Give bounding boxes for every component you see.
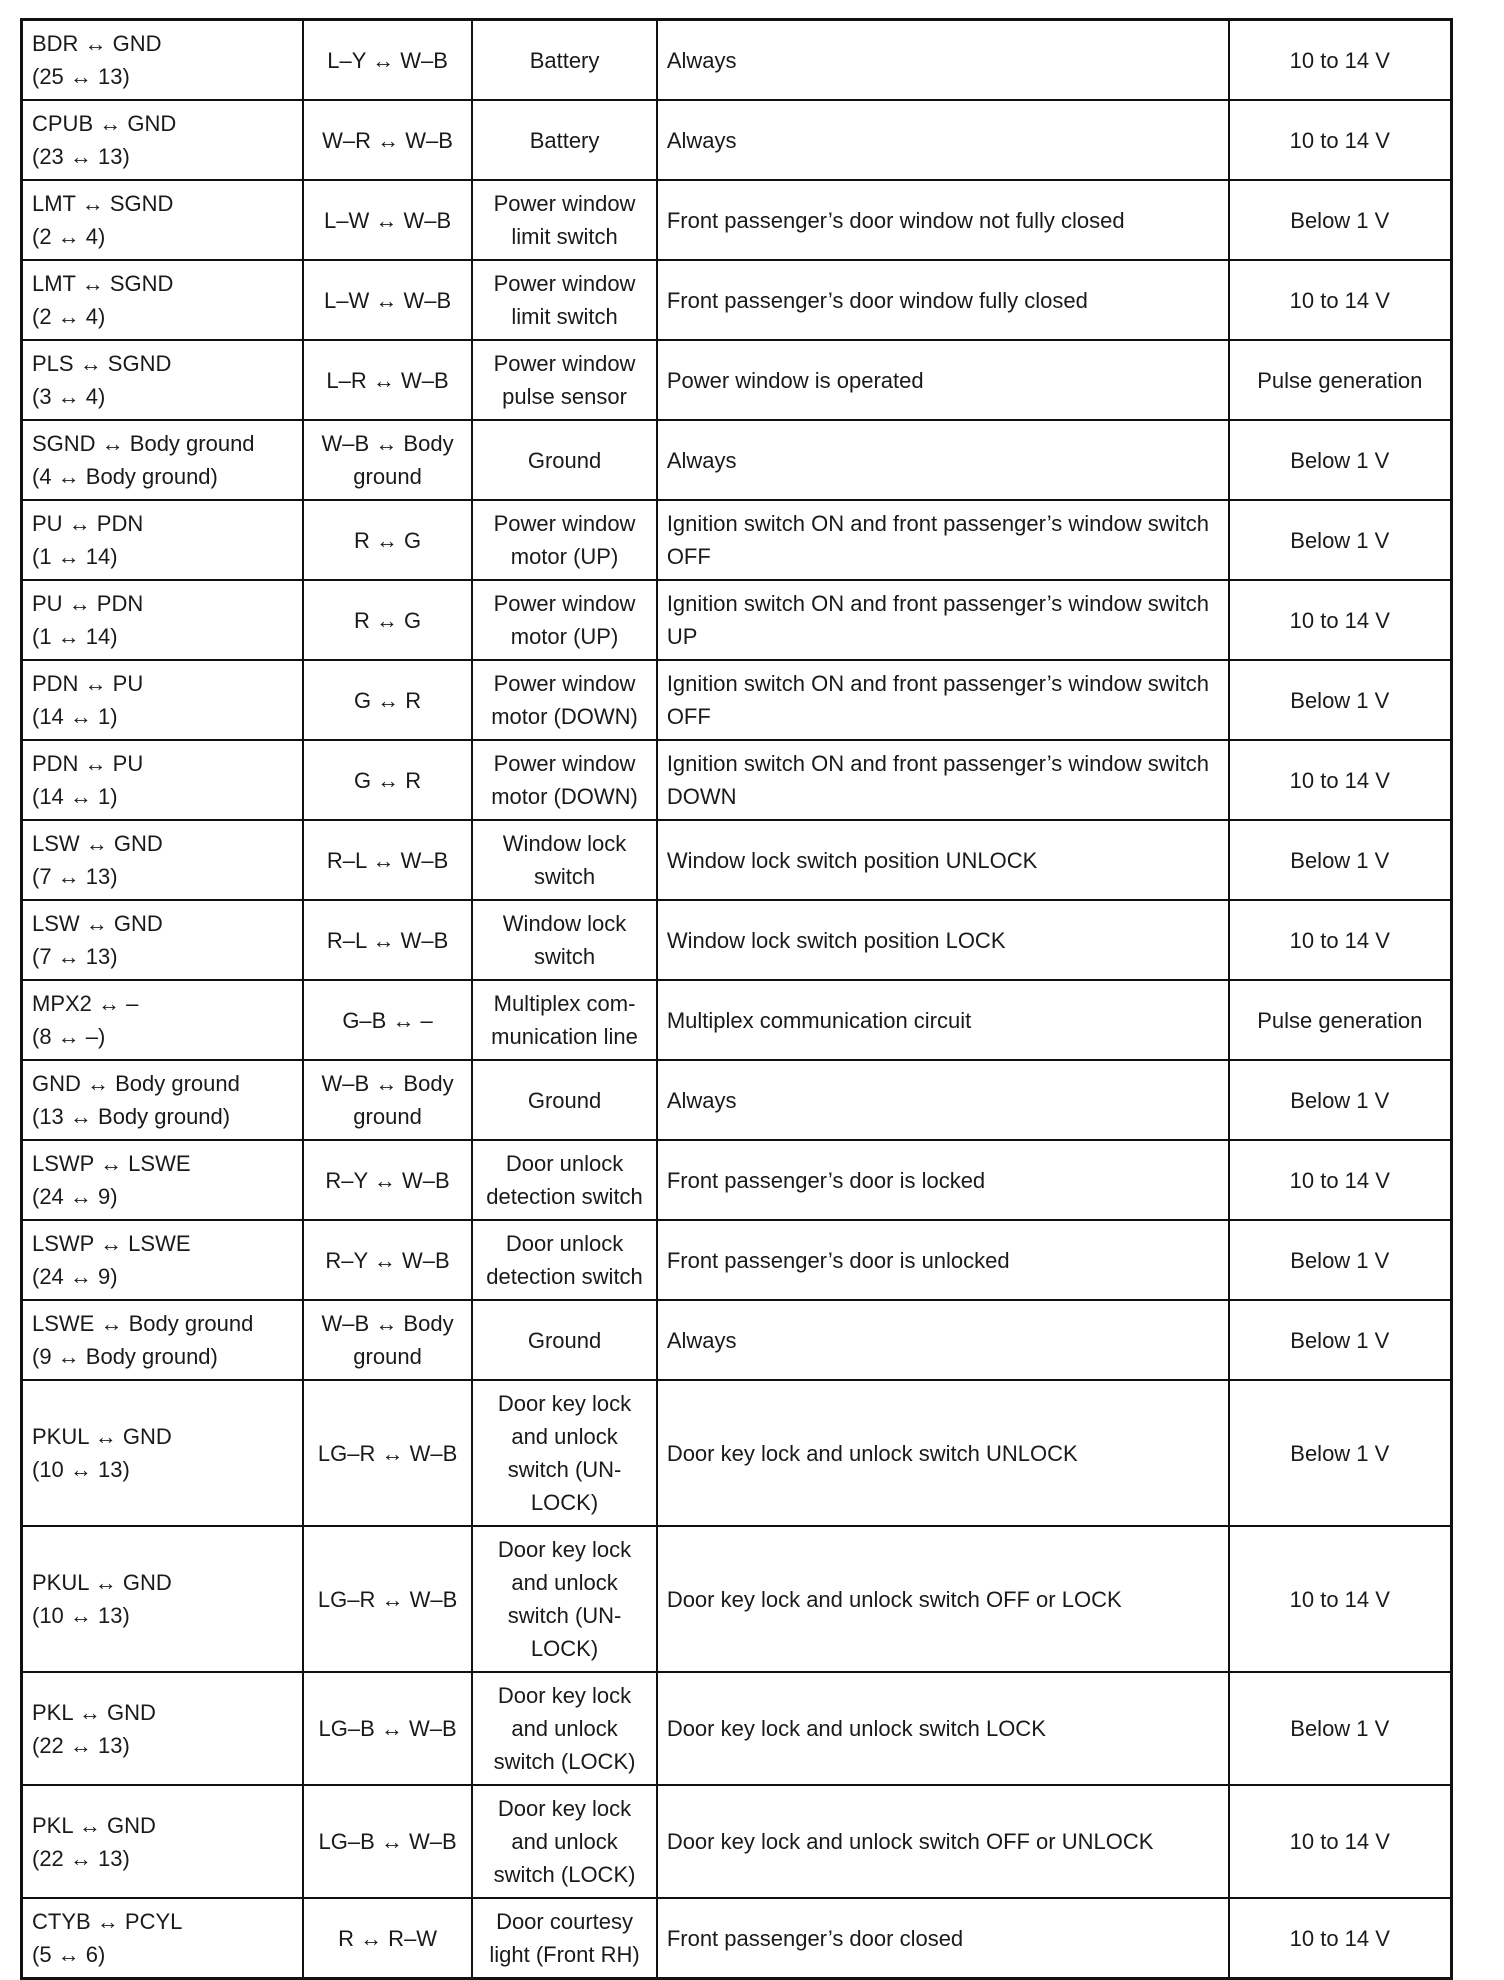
specified-condition-cell: Below 1 V: [1229, 1300, 1452, 1380]
terminal-cell: [22, 180, 303, 260]
condition-cell: [657, 900, 1229, 980]
description-line: switch (LOCK): [493, 1749, 636, 1774]
description-line: Power window: [493, 591, 636, 616]
terminal-pins: (8 ↔ –): [32, 1024, 106, 1049]
terminal-cell: [22, 1380, 303, 1526]
specified-condition-cell: 10 to 14 V: [1229, 260, 1452, 340]
specified-condition-cell: 10 to 14 V: [1229, 1140, 1452, 1220]
terminal-description-cell: [472, 1300, 657, 1380]
condition-cell: [657, 1300, 1229, 1380]
terminal-name: PDN ↔ PU: [32, 671, 144, 696]
terminal-pins: (3 ↔ 4): [32, 384, 106, 409]
terminal-name: LSW ↔ GND: [32, 911, 163, 936]
terminal-description-cell: [472, 820, 657, 900]
description-line: detection switch: [486, 1264, 643, 1289]
specified-condition-cell: Below 1 V: [1229, 1060, 1452, 1140]
specified-condition-cell: Below 1 V: [1229, 660, 1452, 740]
description-line: Window lock: [502, 911, 627, 936]
condition-line: Always: [666, 1087, 737, 1113]
description-line: detection switch: [486, 1184, 643, 1209]
description-line: Door key lock: [497, 1537, 632, 1562]
description-line: switch: [533, 864, 596, 889]
condition-cell: [657, 740, 1229, 820]
wiring-color-cell: LG–R ↔ W–B: [303, 1380, 472, 1526]
table-row: [22, 1060, 1452, 1140]
terminal-name: PU ↔ PDN: [32, 591, 144, 616]
specified-condition-cell: Below 1 V: [1229, 1380, 1452, 1526]
wiring-color-cell: R ↔ G: [303, 500, 472, 580]
specified-condition-cell: Below 1 V: [1229, 1220, 1452, 1300]
specified-condition-cell: 10 to 14 V: [1229, 100, 1452, 180]
terminal-name: SGND ↔ Body ground: [32, 431, 255, 456]
terminal-pins: (7 ↔ 13): [32, 944, 118, 969]
terminal-pins: (23 ↔ 13): [32, 144, 130, 169]
terminal-pins: (25 ↔ 13): [32, 64, 130, 89]
specified-condition-cell: Below 1 V: [1229, 420, 1452, 500]
table-row: [22, 340, 1452, 420]
condition-line: Window lock switch position UNLOCK: [666, 847, 1038, 873]
condition-line: Front passenger’s door is locked: [666, 1167, 986, 1193]
terminal-description-cell: [472, 1672, 657, 1785]
description-line: Battery: [529, 47, 600, 73]
terminal-name: LSWE ↔ Body ground: [32, 1311, 254, 1336]
description-line: motor (DOWN): [491, 784, 638, 809]
table-body: [22, 20, 1452, 1979]
table-row: [22, 1526, 1452, 1672]
condition-cell: [657, 100, 1229, 180]
condition-cell: [657, 1380, 1229, 1526]
table-row: [22, 500, 1452, 580]
description-line: Power window: [493, 671, 636, 696]
specified-condition-cell: Below 1 V: [1229, 820, 1452, 900]
description-line: light (Front RH): [489, 1942, 640, 1967]
terminal-name: PU ↔ PDN: [32, 511, 144, 536]
specified-condition-cell: Below 1 V: [1229, 500, 1452, 580]
condition-cell: [657, 980, 1229, 1060]
condition-line: Always: [666, 47, 737, 73]
terminal-pins: (22 ↔ 13): [32, 1732, 130, 1758]
terminal-description-cell: [472, 1140, 657, 1220]
description-line: limit switch: [511, 304, 618, 329]
description-line: Ground: [527, 1327, 602, 1353]
terminal-cell: [22, 420, 303, 500]
terminal-name: CTYB ↔ PCYL: [32, 1909, 183, 1934]
terminal-cell: [22, 740, 303, 820]
condition-cell: [657, 1060, 1229, 1140]
description-line: motor (UP): [510, 544, 619, 569]
wiring-color-cell: G–B ↔ –: [303, 980, 472, 1060]
condition-cell: [657, 420, 1229, 500]
wiring-color-cell: G ↔ R: [303, 660, 472, 740]
table-row: [22, 820, 1452, 900]
terminal-pins: (2 ↔ 4): [32, 304, 106, 329]
specified-condition-cell: Below 1 V: [1229, 1672, 1452, 1785]
terminal-cell: [22, 1060, 303, 1140]
wiring-color-cell: W–B ↔ Body ground: [303, 420, 472, 500]
condition-line: Front passenger’s door window fully closed: [666, 287, 1088, 313]
description-line: Battery: [529, 127, 600, 153]
condition-line: Always: [666, 1327, 737, 1353]
terminal-pins: (1 ↔ 14): [32, 544, 118, 569]
terminal-cell: [22, 1220, 303, 1300]
terminal-name: PKL ↔ GND: [32, 1812, 156, 1838]
wiring-color-cell: R ↔ G: [303, 580, 472, 660]
wiring-color-cell: R–Y ↔ W–B: [303, 1140, 472, 1220]
condition-line: Front passenger’s door closed: [666, 1925, 964, 1951]
terminal-name: PKL ↔ GND: [32, 1699, 156, 1725]
terminal-cell: [22, 580, 303, 660]
condition-cell: [657, 660, 1229, 740]
specified-condition-cell: 10 to 14 V: [1229, 1898, 1452, 1979]
wiring-color-cell: L–Y ↔ W–B: [303, 20, 472, 101]
table-row: [22, 740, 1452, 820]
terminal-name: MPX2 ↔ –: [32, 991, 139, 1016]
condition-line: Always: [666, 127, 737, 153]
terminal-cell: [22, 1526, 303, 1672]
wiring-color-cell: R ↔ R–W: [303, 1898, 472, 1979]
table-row: [22, 1898, 1452, 1979]
terminal-pins: (5 ↔ 6): [32, 1942, 106, 1967]
terminal-pins: (1 ↔ 14): [32, 624, 118, 649]
condition-line: Door key lock and unlock switch UNLOCK: [666, 1440, 1078, 1466]
wiring-color-cell: L–W ↔ W–B: [303, 180, 472, 260]
specified-condition-cell: Pulse generation: [1229, 340, 1452, 420]
condition-line: Door key lock and unlock switch OFF or UNLOCK: [666, 1829, 1154, 1854]
description-line: Door key lock: [497, 1796, 632, 1821]
description-line: Door courtesy: [496, 1909, 634, 1934]
table-row: [22, 1140, 1452, 1220]
description-line: Door key lock: [497, 1683, 632, 1708]
wiring-color-cell: G ↔ R: [303, 740, 472, 820]
terminal-cell: [22, 1898, 303, 1979]
wiring-color-cell: W–B ↔ Body ground: [303, 1300, 472, 1380]
terminal-name: LSWP ↔ LSWE: [32, 1231, 191, 1256]
terminal-name: PLS ↔ SGND: [32, 351, 172, 376]
terminal-name: BDR ↔ GND: [32, 31, 162, 56]
terminal-pins: (4 ↔ Body ground): [32, 464, 218, 489]
condition-cell: [657, 820, 1229, 900]
terminal-cell: [22, 1785, 303, 1898]
wiring-color-cell: L–W ↔ W–B: [303, 260, 472, 340]
condition-cell: [657, 1898, 1229, 1979]
terminal-pins: (24 ↔ 9): [32, 1184, 118, 1209]
specified-condition-cell: 10 to 14 V: [1229, 20, 1452, 101]
description-line: Power window: [493, 351, 636, 376]
condition-line: Ignition switch ON and front passenger’s window switch: [666, 751, 1209, 776]
condition-line: Multiplex communication circuit: [666, 1007, 972, 1033]
condition-cell: [657, 180, 1229, 260]
condition-cell: [657, 1526, 1229, 1672]
condition-line: Ignition switch ON and front passenger’s window switch: [666, 591, 1209, 616]
description-line: Power window: [493, 751, 636, 776]
terminal-description-cell: [472, 660, 657, 740]
wiring-color-cell: LG–B ↔ W–B: [303, 1672, 472, 1785]
table-row: [22, 1380, 1452, 1526]
description-line: Power window: [493, 271, 636, 296]
terminal-name: GND ↔ Body ground: [32, 1071, 240, 1096]
description-line: motor (DOWN): [491, 704, 638, 729]
terminal-description-cell: [472, 1785, 657, 1898]
terminal-description-cell: [472, 980, 657, 1060]
table-row: [22, 20, 1452, 101]
terminal-pins: (22 ↔ 13): [32, 1845, 130, 1871]
description-line: Ground: [527, 447, 602, 473]
terminal-pins: (2 ↔ 4): [32, 224, 106, 249]
condition-cell: [657, 260, 1229, 340]
terminal-description-cell: [472, 260, 657, 340]
terminal-cell: [22, 1672, 303, 1785]
condition-line: UP: [666, 624, 698, 649]
terminal-pins: (24 ↔ 9): [32, 1264, 118, 1289]
description-line: and unlock: [511, 1424, 618, 1449]
specified-condition-cell: 10 to 14 V: [1229, 1785, 1452, 1898]
terminal-name: LSWP ↔ LSWE: [32, 1151, 191, 1176]
condition-cell: [657, 500, 1229, 580]
condition-cell: [657, 1220, 1229, 1300]
terminal-description-cell: [472, 1060, 657, 1140]
description-line: switch (UN-: [507, 1457, 622, 1482]
terminal-pins: (7 ↔ 13): [32, 864, 118, 889]
condition-cell: [657, 1672, 1229, 1785]
condition-cell: [657, 1140, 1229, 1220]
table-row: [22, 100, 1452, 180]
specified-condition-cell: 10 to 14 V: [1229, 580, 1452, 660]
condition-cell: [657, 340, 1229, 420]
terminal-description-cell: [472, 420, 657, 500]
wiring-color-cell: LG–R ↔ W–B: [303, 1526, 472, 1672]
description-line: Door key lock: [497, 1391, 632, 1416]
terminal-pins: (14 ↔ 1): [32, 784, 118, 809]
wiring-color-cell: R–L ↔ W–B: [303, 820, 472, 900]
description-line: limit switch: [511, 224, 618, 249]
terminal-cell: [22, 660, 303, 740]
description-line: Door unlock: [505, 1151, 624, 1176]
description-line: Power window: [493, 191, 636, 216]
terminal-cell: [22, 820, 303, 900]
terminal-name: LSW ↔ GND: [32, 831, 163, 856]
description-line: and unlock: [511, 1716, 618, 1741]
description-line: Ground: [527, 1087, 602, 1113]
condition-line: DOWN: [666, 784, 737, 809]
description-line: switch (LOCK): [493, 1862, 636, 1887]
terminal-cell: [22, 1140, 303, 1220]
condition-cell: [657, 1785, 1229, 1898]
condition-cell: [657, 580, 1229, 660]
condition-line: Always: [666, 447, 737, 473]
table-row: [22, 1785, 1452, 1898]
terminal-pins: (9 ↔ Body ground): [32, 1344, 218, 1369]
terminal-description-cell: [472, 900, 657, 980]
terminal-name: PKUL ↔ GND: [32, 1570, 172, 1595]
terminal-name: LMT ↔ SGND: [32, 191, 174, 216]
condition-line: Door key lock and unlock switch LOCK: [666, 1716, 1046, 1741]
table-row: [22, 580, 1452, 660]
description-line: Window lock: [502, 831, 627, 856]
description-line: LOCK): [530, 1490, 599, 1515]
condition-line: OFF: [666, 704, 711, 729]
description-line: Multiplex com-: [493, 991, 636, 1016]
table-row: [22, 660, 1452, 740]
table-row: [22, 1220, 1452, 1300]
condition-line: Ignition switch ON and front passenger’s window switch: [666, 511, 1209, 536]
terminal-cell: [22, 260, 303, 340]
terminal-voltage-table: [20, 18, 1453, 1980]
wiring-color-cell: W–B ↔ Body ground: [303, 1060, 472, 1140]
table-row: [22, 900, 1452, 980]
specified-condition-cell: Below 1 V: [1229, 180, 1452, 260]
condition-line: Window lock switch position LOCK: [666, 927, 1006, 953]
terminal-description-cell: [472, 500, 657, 580]
terminal-description-cell: [472, 1380, 657, 1526]
condition-line: Ignition switch ON and front passenger’s window switch: [666, 671, 1209, 696]
description-line: switch (UN-: [507, 1603, 622, 1628]
description-line: Power window: [493, 511, 636, 536]
table-row: [22, 180, 1452, 260]
table-row: [22, 260, 1452, 340]
terminal-name: PKUL ↔ GND: [32, 1424, 172, 1449]
terminal-description-cell: [472, 20, 657, 101]
terminal-pins: (14 ↔ 1): [32, 704, 118, 729]
terminal-name: LMT ↔ SGND: [32, 271, 174, 296]
terminal-name: PDN ↔ PU: [32, 751, 144, 776]
condition-cell: [657, 20, 1229, 101]
description-line: pulse sensor: [502, 384, 627, 409]
condition-line: Power window is operated: [666, 367, 924, 393]
terminal-cell: [22, 340, 303, 420]
condition-line: OFF: [666, 544, 711, 569]
condition-line: Front passenger’s door window not fully closed: [666, 207, 1125, 233]
specified-condition-cell: 10 to 14 V: [1229, 1526, 1452, 1672]
wiring-color-cell: W–R ↔ W–B: [303, 100, 472, 180]
terminal-description-cell: [472, 1898, 657, 1979]
description-line: Door unlock: [505, 1231, 624, 1256]
terminal-pins: (10 ↔ 13): [32, 1603, 130, 1628]
description-line: and unlock: [511, 1829, 618, 1854]
wiring-color-cell: L–R ↔ W–B: [303, 340, 472, 420]
terminal-description-cell: [472, 740, 657, 820]
terminal-cell: [22, 500, 303, 580]
wiring-color-cell: LG–B ↔ W–B: [303, 1785, 472, 1898]
terminal-description-cell: [472, 1526, 657, 1672]
wiring-color-cell: R–L ↔ W–B: [303, 900, 472, 980]
specified-condition-cell: 10 to 14 V: [1229, 900, 1452, 980]
table-row: [22, 1300, 1452, 1380]
description-line: LOCK): [530, 1636, 599, 1661]
description-line: motor (UP): [510, 624, 619, 649]
terminal-description-cell: [472, 1220, 657, 1300]
condition-line: Front passenger’s door is unlocked: [666, 1247, 1010, 1273]
specified-condition-cell: 10 to 14 V: [1229, 740, 1452, 820]
terminal-description-cell: [472, 180, 657, 260]
terminal-cell: [22, 1300, 303, 1380]
description-line: munication line: [491, 1024, 638, 1049]
terminal-cell: [22, 980, 303, 1060]
terminal-pins: (13 ↔ Body ground): [32, 1104, 231, 1129]
terminal-pins: (10 ↔ 13): [32, 1457, 130, 1482]
wiring-color-cell: R–Y ↔ W–B: [303, 1220, 472, 1300]
terminal-description-cell: [472, 340, 657, 420]
condition-line: Door key lock and unlock switch OFF or LOCK: [666, 1586, 1122, 1612]
terminal-cell: [22, 20, 303, 101]
terminal-description-cell: [472, 100, 657, 180]
table-row: [22, 980, 1452, 1060]
specified-condition-cell: Pulse generation: [1229, 980, 1452, 1060]
terminal-name: CPUB ↔ GND: [32, 111, 177, 136]
terminal-cell: [22, 100, 303, 180]
terminal-cell: [22, 900, 303, 980]
table-row: [22, 420, 1452, 500]
description-line: switch: [533, 944, 596, 969]
description-line: and unlock: [511, 1570, 618, 1595]
table-row: [22, 1672, 1452, 1785]
terminal-description-cell: [472, 580, 657, 660]
